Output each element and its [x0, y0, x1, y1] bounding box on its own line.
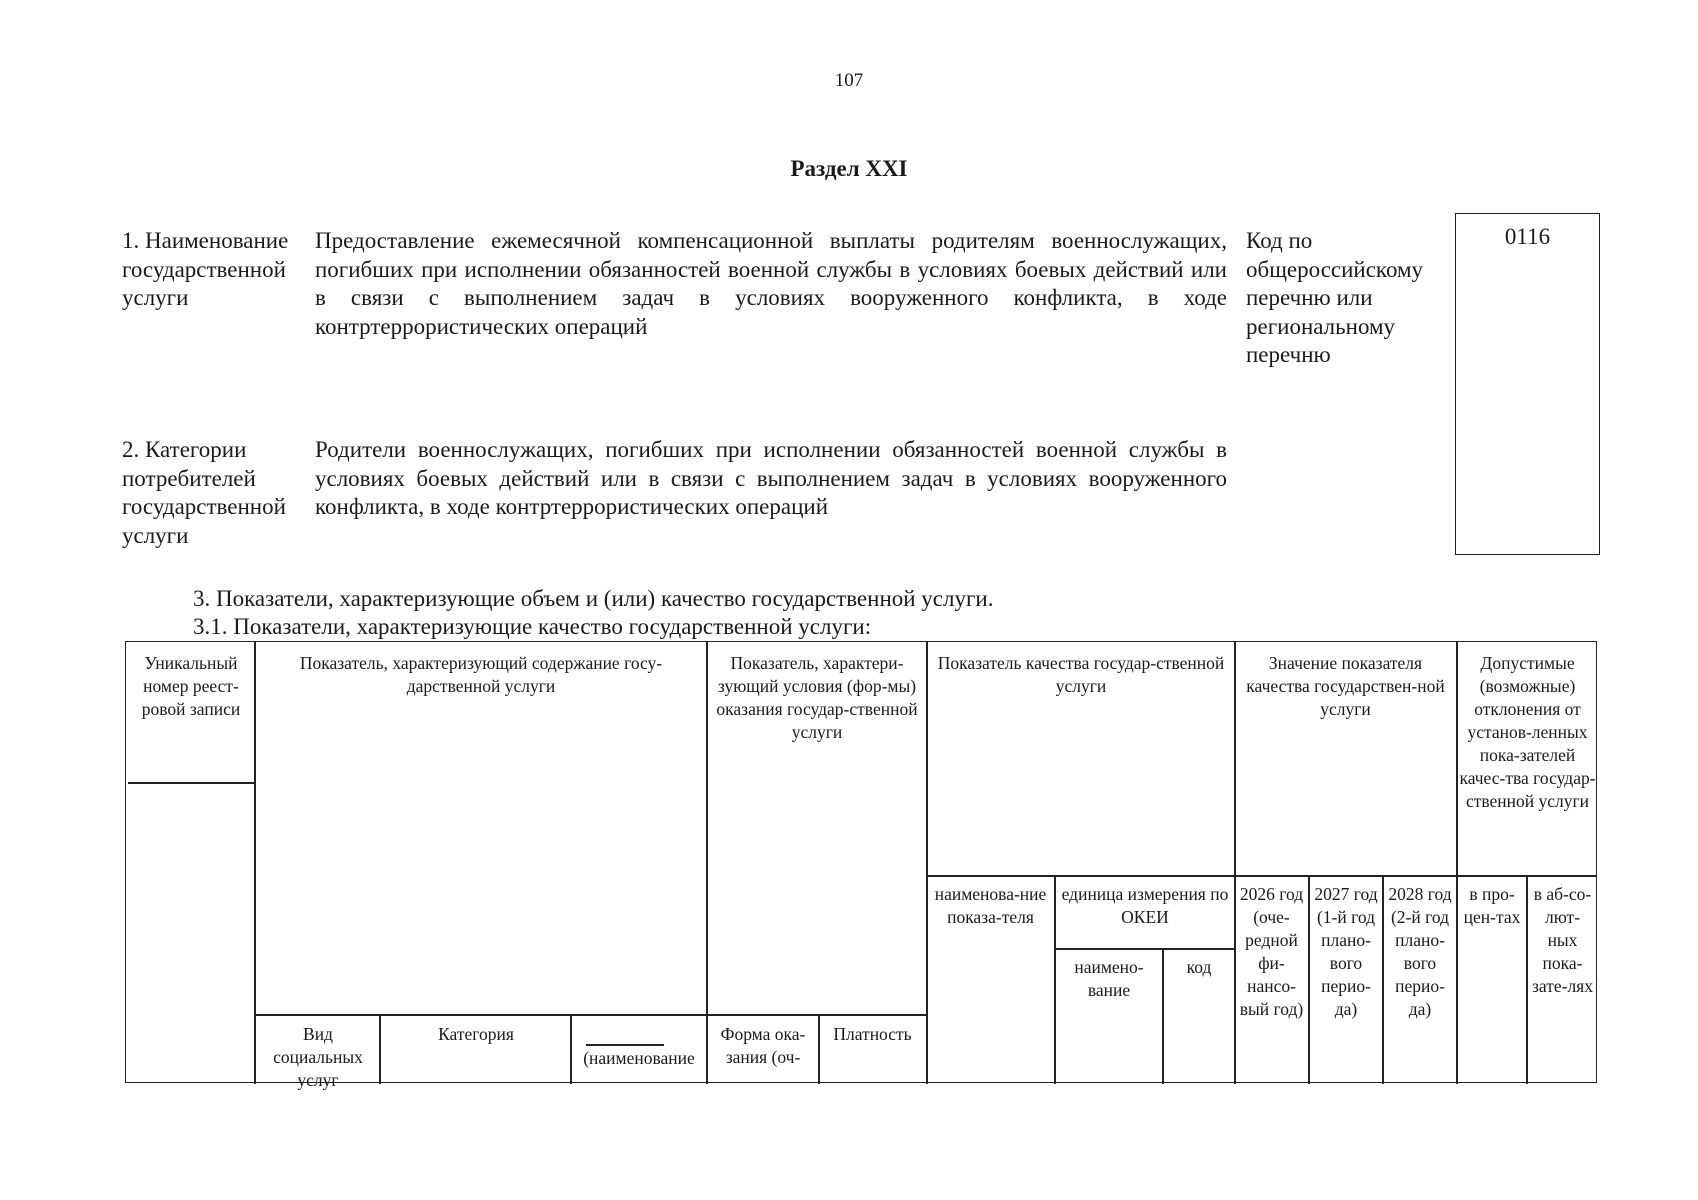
- subheader-indicator-name: наименова-ние показа-теля: [934, 884, 1047, 927]
- subheader-percent: в про-цен-тах: [1463, 884, 1521, 927]
- quality-indicators-table: [125, 641, 1597, 1090]
- header-service-conditions: Показатель, характери-зующий условия (фор-мы) оказания государ-ственной услуги: [716, 653, 918, 742]
- item2-label-line: 2. Категории: [122, 437, 247, 462]
- subheader-paid-status: Платность: [833, 1024, 912, 1044]
- header-allowed-deviation: Допустимые (возможные) отклонения от установ-ленных пока-зателей качес-тва государ-ственной услуги: [1459, 653, 1596, 811]
- table-grid-line: [379, 1014, 381, 1084]
- table-grid-line: [1162, 948, 1164, 1084]
- section-title: Раздел XXI: [790, 156, 908, 181]
- heading-3: 3. Показатели, характеризующие объем и (или) качество государственной услуги.: [193, 586, 994, 611]
- item1-label-line: 1. Наименование: [122, 228, 289, 253]
- table-grid-line: [586, 1044, 664, 1046]
- table-grid-line: [1456, 642, 1458, 1084]
- table-grid-line: [1526, 875, 1528, 1084]
- subheader-unit-name: наимено-вание: [1074, 957, 1144, 1000]
- code-value: 0116: [1504, 224, 1551, 249]
- subheader-naming: (наименование: [583, 1048, 695, 1068]
- header-service-content: Показатель, характеризующий содержание госу-дарственной услуги: [299, 653, 663, 696]
- item2-label-line: услуги: [122, 522, 189, 548]
- table-grid-line: [1054, 948, 1234, 950]
- subheader-year-2026: 2026 год (оче-редной фи-нансо-вый год): [1239, 884, 1304, 1019]
- item1-label-line: услуги: [122, 285, 189, 310]
- code-label: [1246, 227, 1446, 370]
- item2-text: Родители военнослужащих, погибших при исполнении обязанностей военной службы в условиях боевых действий или в связи с выполнением задач в условиях вооруженного конфликта, в ходе контртеррористических операций: [315, 437, 1227, 519]
- code-label-line: Код по: [1246, 228, 1313, 253]
- item1-label-line: государственной: [122, 256, 286, 282]
- item1-label: [122, 227, 307, 313]
- table-grid-line: [926, 642, 928, 1084]
- subheader-unit-code: код: [1186, 957, 1212, 977]
- table-grid-line: [1054, 875, 1056, 1084]
- table-grid-line: [254, 1014, 926, 1016]
- item2-label: [122, 436, 307, 550]
- subheader-service-form: Форма ока-зания (оч-: [720, 1024, 806, 1067]
- subheader-year-2028: 2028 год (2-й год плано-вого перио-да): [1388, 884, 1452, 1019]
- code-label-line: перечню или: [1246, 285, 1373, 310]
- subheader-year-2027: 2027 год (1-й год плано-вого перио-да): [1314, 884, 1378, 1019]
- table-grid-line: [926, 875, 1596, 877]
- subheader-category: Категория: [438, 1024, 514, 1044]
- page-number: 107: [834, 70, 864, 91]
- code-box: [1455, 213, 1600, 555]
- table-grid-line: [706, 642, 708, 1084]
- item1-text: Предоставление ежемесячной компенсационной выплаты родителям военнослужащих, погибших при исполнении обязанностей военной службы в условиях боевых действий или в связи с выполнением задач в условиях вооруженного конфликта, в ходе контртеррористических операций: [315, 228, 1227, 339]
- code-label-line: перечню: [1246, 342, 1331, 367]
- header-quality-value: Значение показателя качества государствен-ной услуги: [1246, 653, 1445, 719]
- header-quality-indicator: Показатель качества государ-ственной услуги: [937, 653, 1225, 696]
- subheader-service-type: Вид социальных услуг: [273, 1024, 363, 1090]
- table-grid-line: [128, 782, 254, 784]
- subheader-okei-unit: единица измерения по ОКЕИ: [1061, 884, 1229, 927]
- item2-label-line: государственной: [122, 494, 286, 519]
- subheader-absolute: в аб-со-лют-ных пока-зате-лях: [1531, 884, 1593, 996]
- table-grid-line: [254, 642, 256, 1084]
- code-label-line: общероссийскому: [1246, 256, 1424, 282]
- item2-label-line: потребителей: [122, 465, 256, 491]
- header-unique-number: Уникальный номер реест-ровой записи: [141, 653, 241, 719]
- code-label-line: региональному: [1246, 313, 1396, 339]
- heading-3-1: 3.1. Показатели, характеризующие качество государственной услуги:: [193, 614, 872, 639]
